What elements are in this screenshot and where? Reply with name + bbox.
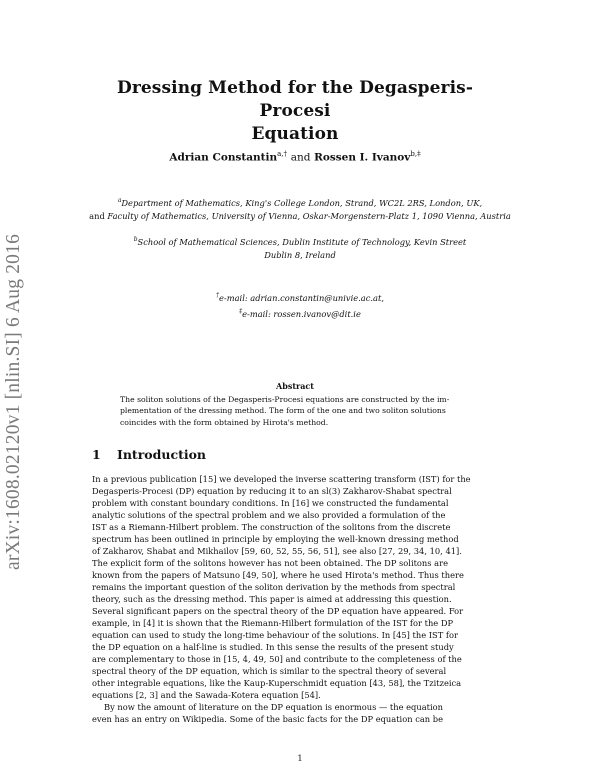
- affiliation-a-line1: Department of Mathematics, King's College London, Strand, WC2L 2RS, London, UK,: [121, 197, 483, 208]
- section-number: 1: [92, 447, 101, 462]
- body-text: [92, 473, 512, 725]
- body-line: spectral theory of the DP equation, which is similar to the spectral theory of several: [92, 666, 447, 676]
- affiliation-a-line2: Faculty of Mathematics, University of Vienna, Oskar-Morgenstern-Platz 1, 1090 Vienna, Austria: [107, 210, 511, 221]
- affiliation-a: [80, 194, 520, 223]
- affiliation-a-and: and: [89, 210, 105, 221]
- page-number: 1: [297, 753, 303, 763]
- title-line-1: Dressing Method for the Degasperis-Procesi: [116, 78, 474, 121]
- affiliation-b-mark: b: [133, 236, 138, 243]
- abstract-line: coincides with the form obtained by Hirota's method.: [120, 417, 329, 427]
- body-line: Degasperis-Procesi (DP) equation by reducing it to an sl(3) Zakharov-Shabat spectral: [92, 486, 452, 496]
- title-line-2: Equation: [251, 124, 339, 144]
- body-line: are complementary to those in [15, 4, 49, 50] and contribute to the completeness of the: [92, 654, 462, 664]
- body-line: theory, such as the dressing method. This paper is aimed at addressing this question.: [92, 594, 452, 604]
- author-ivanov-mark: b,‡: [410, 150, 421, 158]
- paper-title: [95, 77, 495, 146]
- body-line: the DP equation on a half-line is studied. In this sense the results of the present study: [92, 642, 454, 652]
- email2-mark: ‡: [239, 307, 243, 315]
- author-ivanov: Rossen I. Ivanov: [314, 151, 411, 164]
- body-line: of Zakharov, Shabat and Mikhailov [59, 60, 52, 55, 56, 51], see also [27, 29, 34, 10, 41].: [92, 546, 462, 556]
- body-line: equations [2, 3] and the Sawada-Kotera equation [54].: [92, 690, 321, 700]
- body-line: problem with constant boundary conditions. In [16] we constructed the fundamental: [92, 498, 449, 508]
- section-heading: [92, 447, 206, 462]
- email-block: [80, 289, 520, 321]
- body-line: even has an entry on Wikipedia. Some of the basic facts for the DP equation can be: [92, 714, 443, 724]
- arxiv-identifier: arXiv:1608.02120v1 [nlin.SI] 6 Aug 2016: [3, 233, 24, 570]
- body-line: analytic solutions of the spectral problem and we also provided a formulation of the: [92, 510, 446, 520]
- body-line: spectrum has been outlined in principle by employing the well-known dressing method: [92, 534, 459, 544]
- abstract-text: [120, 394, 480, 428]
- affiliation-a-mark: a: [117, 197, 122, 204]
- body-line: remains the important question of the soliton derivation by the methods from spectral: [92, 582, 456, 592]
- body-line: The explicit form of the solitons however has not been obtained. The DP solitons are: [92, 558, 448, 568]
- affiliation-b: [80, 233, 520, 262]
- email-ivanov: e-mail: rossen.ivanov@dit.ie: [242, 308, 361, 319]
- author-constantin-mark: a,†: [277, 150, 288, 158]
- section-title: Introduction: [117, 447, 207, 462]
- abstract-heading: Abstract: [276, 381, 314, 391]
- author-list: [95, 150, 495, 164]
- body-line: Several significant papers on the spectral theory of the DP equation have appeared. For: [92, 606, 464, 616]
- abstract-line: The soliton solutions of the Degasperis-Procesi equations are constructed by the im-: [120, 395, 450, 404]
- body-line: other integrable equations, like the Kaup-Kuperschmidt equation [43, 58], the Tzitzeica: [92, 678, 462, 688]
- author-constantin: Adrian Constantin: [169, 151, 278, 164]
- author-conjunction: and: [290, 151, 311, 164]
- email1-mark: †: [216, 292, 220, 299]
- body-line: By now the amount of literature on the DP equation is enormous — the equation: [104, 702, 443, 712]
- affiliation-b-line2: Dublin 8, Ireland: [264, 249, 336, 260]
- abstract-line: plementation of the dressing method. The form of the one and two soliton solutions: [120, 406, 446, 416]
- body-line: IST as a Riemann-Hilbert problem. The construction of the solitons from the discrete: [92, 522, 451, 532]
- body-line: example, in [4] it is shown that the Riemann-Hilbert formulation of the IST for the DP: [92, 618, 454, 628]
- body-line: equation can used to study the long-time behaviour of the solutions. In [45] the IST for: [92, 630, 458, 640]
- body-line: In a previous publication [15] we developed the inverse scattering transform (IST) for the: [92, 474, 471, 484]
- affiliation-b-line1: School of Mathematical Sciences, Dublin Institute of Technology, Kevin Street: [137, 236, 467, 247]
- email-constantin: e-mail: adrian.constantin@univie.ac.at,: [219, 292, 384, 303]
- body-line: known from the papers of Matsuno [49, 50], where he used Hirota's method. Thus there: [92, 570, 464, 580]
